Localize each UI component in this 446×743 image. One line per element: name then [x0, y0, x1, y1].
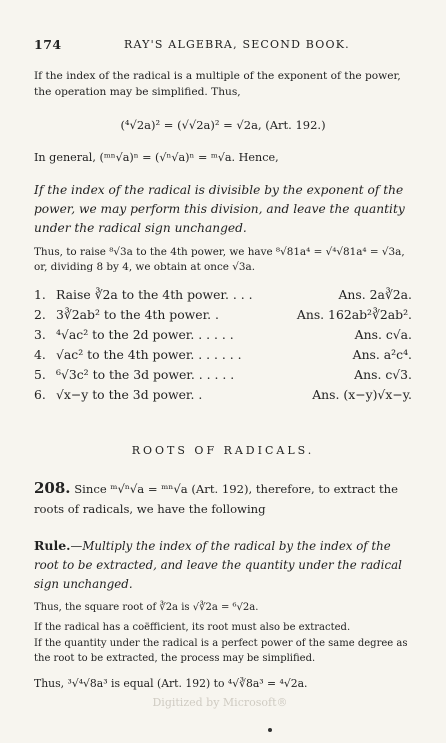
- page-number: 174: [34, 37, 62, 52]
- article-number: 208.: [34, 479, 71, 497]
- ink-speck: [268, 728, 272, 732]
- note-1: Thus, the square root of ∛2a is √∛2a = ⁶√2a.: [34, 602, 259, 613]
- exercise-question: ⁴√ac² to the 2d power. . . . . .: [56, 327, 234, 342]
- exercise-number: 5.: [34, 367, 46, 382]
- exercise-list: [34, 285, 412, 405]
- exercise-number: 3.: [34, 327, 46, 342]
- exercise-row: [34, 285, 412, 305]
- article-208: [34, 478, 412, 519]
- exercise-number: 1.: [34, 287, 46, 302]
- rule-text: —Multiply the index of the radical by the index of the root to be extracted, and leave the quantity under the radical sign unchanged.: [34, 539, 402, 591]
- exercise-question: √ac² to the 4th power. . . . . . .: [56, 347, 242, 362]
- note-2: If the radical has a coëfficient, its root must also be extracted.: [34, 622, 351, 633]
- running-title: RAY'S ALGEBRA, SECOND BOOK.: [124, 38, 350, 51]
- exercise-answer: Ans. (x−y)√x−y.: [312, 387, 412, 402]
- digitization-watermark: Digitized by Microsoft®: [152, 696, 288, 709]
- note-4: Thus, ³√⁴√8a³ is equal (Art. 192) to ⁴√∛8a³ = ⁴√2a.: [34, 677, 308, 690]
- worked-example: Thus, to raise ⁸√3a to the 4th power, we have ⁸√81a⁴ = √⁴√81a⁴ = √3a, or, dividing 8 by 4, we obtain at once √3a.: [34, 246, 405, 273]
- exercise-answer: Ans. 2a∛2a.: [338, 287, 412, 302]
- exercise-question: 3∛2ab² to the 4th power. .: [56, 307, 219, 322]
- exercise-answer: Ans. 162ab²∛2ab².: [296, 307, 412, 322]
- exercise-row: [34, 365, 412, 385]
- exercise-question: Raise ∛2a to the 4th power. . . .: [56, 287, 253, 302]
- exercise-number: 4.: [34, 347, 46, 362]
- formula-example: (⁴√2a)² = (√√2a)² = √2a, (Art. 192.): [120, 118, 326, 132]
- page-header: [34, 37, 414, 53]
- exercise-answer: Ans. c√3.: [354, 367, 412, 382]
- exercise-answer: Ans. c√a.: [354, 327, 412, 342]
- exercise-question: ⁶√3c² to the 3d power. . . . . .: [56, 367, 235, 382]
- exercise-row: [34, 305, 412, 325]
- rule-label: Rule.: [34, 538, 71, 553]
- note-3: If the quantity under the radical is a perfect power of the same degree as the root to be extracted, the process may be simplified.: [34, 638, 408, 664]
- intro-paragraph: If the index of the radical is a multiple of the exponent of the power, the operation may be simplified. Thus,: [34, 70, 401, 98]
- formula-general: In general, (ᵐⁿ√a)ⁿ = (√ⁿ√a)ⁿ = ᵐ√a. Hence,: [34, 151, 279, 164]
- rule-paragraph: [34, 537, 412, 594]
- principle-paragraph: If the index of the radical is divisible by the exponent of the power, we may perform this division, and leave the quantity under the radical sign unchanged.: [34, 183, 405, 235]
- exercise-number: 2.: [34, 307, 46, 322]
- exercise-question: √x−y to the 3d power. .: [56, 387, 203, 402]
- exercise-row: [34, 385, 412, 405]
- exercise-row: [34, 345, 412, 365]
- section-heading: ROOTS OF RADICALS.: [131, 444, 315, 457]
- exercise-number: 6.: [34, 387, 46, 402]
- article-text: Since ᵐ√ⁿ√a = ᵐⁿ√a (Art. 192), therefore, to extract the roots of radicals, we have the following: [34, 482, 398, 516]
- exercise-answer: Ans. a²c⁴.: [352, 347, 412, 362]
- exercise-row: [34, 325, 412, 345]
